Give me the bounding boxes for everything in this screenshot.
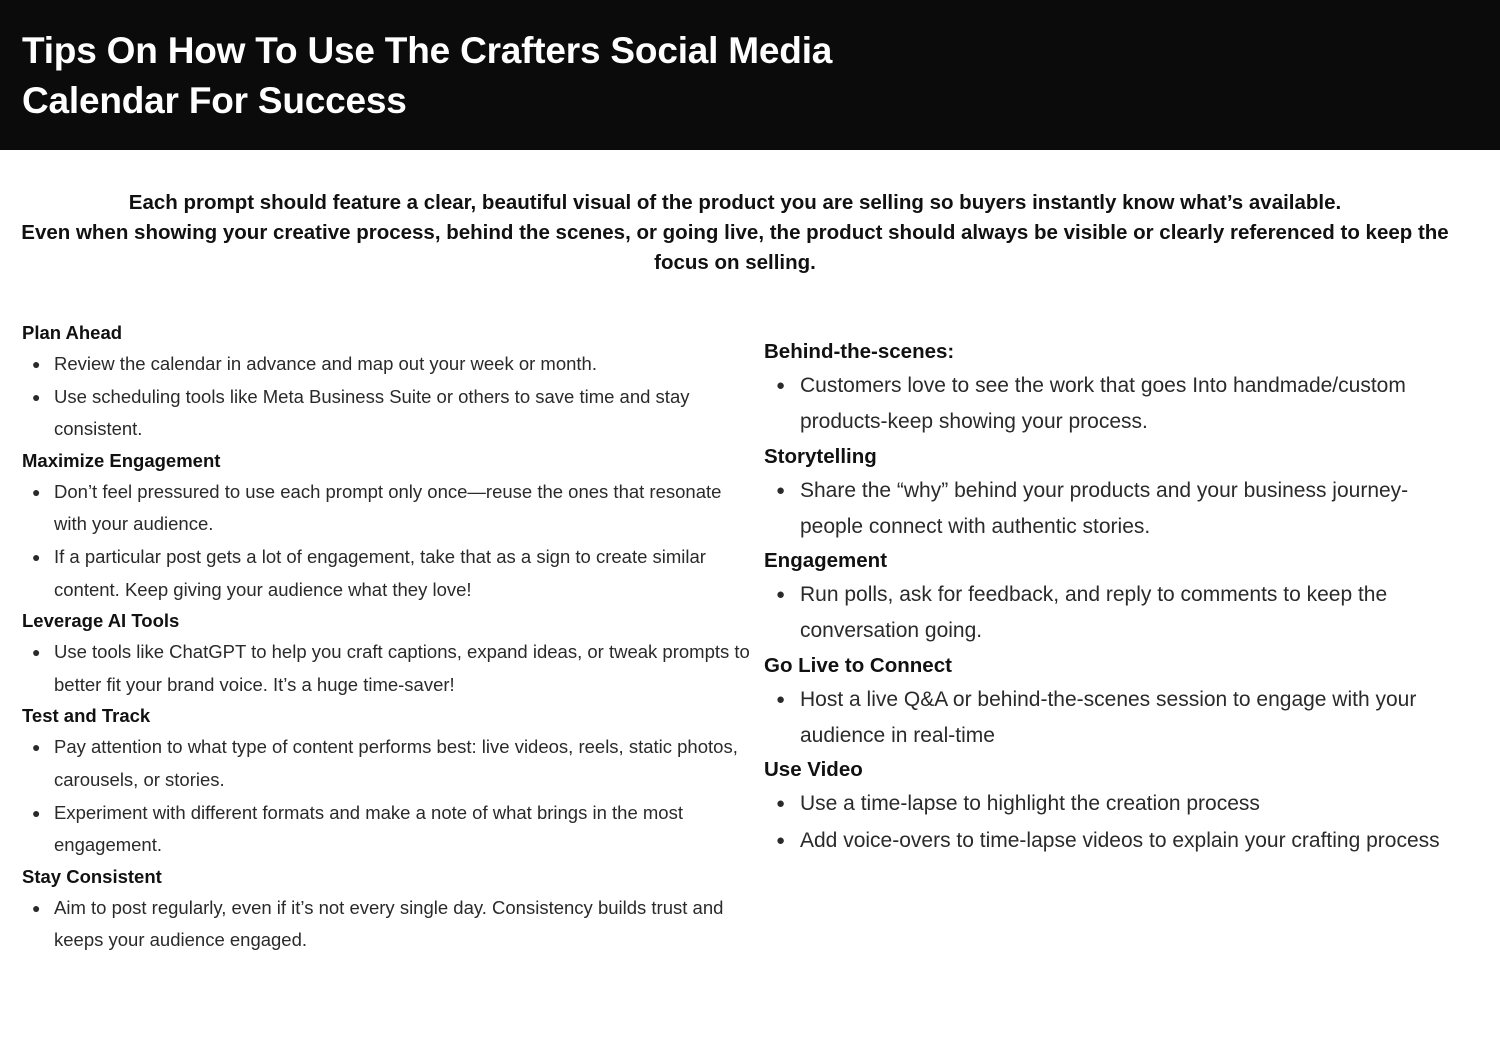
list-item (22, 348, 752, 381)
intro-line-1: Each prompt should feature a clear, beautiful visual of the product you are selling so buyers instantly know what’s available. (128, 191, 1342, 214)
bullet-icon: ● (776, 586, 786, 604)
section-behind-the-scenes (764, 336, 1464, 441)
section-title: Storytelling (764, 444, 877, 468)
section-plan-ahead (22, 318, 752, 446)
bullet-icon: ● (776, 690, 786, 708)
section-storytelling (764, 441, 1464, 546)
list-item (22, 797, 752, 862)
section-title: Go Live to Connect (764, 653, 952, 677)
bullet-list (22, 476, 752, 606)
list-item-text: If a particular post gets a lot of engagement, take that as a sign to create similar content. Keep giving your audience what they love! (54, 545, 706, 600)
list-item-text: Customers love to see the work that goes Into handmade/custom products-keep showing your process. (800, 374, 1406, 434)
section-stay-consistent (22, 862, 752, 957)
section-title: Maximize Engagement (22, 449, 221, 471)
bullet-list (22, 731, 752, 861)
intro-note (0, 188, 1500, 278)
list-item (764, 682, 1464, 755)
right-column (764, 336, 1464, 859)
bullet-list (764, 682, 1464, 755)
bullet-list (764, 786, 1464, 859)
bullet-icon: ● (32, 548, 41, 565)
list-item-text: Use tools like ChatGPT to help you craft captions, expand ideas, or tweak prompts to better fit your brand voice. It’s a huge time-saver! (54, 641, 750, 695)
bullet-icon: ● (32, 804, 41, 821)
list-item-text: Host a live Q&A or behind-the-scenes session to engage with your audience in real-time (800, 687, 1417, 748)
bullet-list (764, 577, 1464, 650)
section-go-live (764, 650, 1464, 755)
section-use-video (764, 754, 1464, 859)
section-leverage-ai-tools (22, 606, 752, 701)
section-title: Use Video (764, 758, 863, 782)
bullet-list (764, 473, 1464, 546)
section-title: Plan Ahead (22, 322, 123, 343)
list-item (22, 381, 752, 446)
bullet-icon: ● (776, 481, 786, 499)
section-title: Stay Consistent (22, 865, 162, 887)
list-item (764, 368, 1464, 441)
bullet-icon: ● (32, 899, 41, 916)
list-item-text: Add voice-overs to time-lapse videos to explain your crafting process (800, 828, 1440, 852)
section-title: Engagement (764, 549, 888, 573)
list-item (22, 476, 752, 541)
bullet-icon: ● (32, 739, 41, 756)
section-title: Leverage AI Tools (22, 610, 180, 632)
bullet-list (22, 636, 752, 701)
page-title (22, 26, 1500, 126)
list-item-text: Pay attention to what type of content performs best: live videos, reels, static photos, carousels, or stories. (54, 736, 738, 790)
section-test-and-track (22, 701, 752, 861)
list-item-text: Run polls, ask for feedback, and reply to comments to keep the conversation going. (800, 583, 1388, 643)
bullet-icon: ● (32, 388, 41, 405)
left-column (22, 318, 752, 957)
list-item (22, 541, 752, 606)
page-title-line-2: Calendar For Success (22, 80, 407, 121)
list-item-text: Aim to post regularly, even if it’s not every single day. Consistency builds trust and keeps your audience engaged. (54, 896, 724, 951)
list-item (22, 892, 752, 957)
header-banner (0, 0, 1500, 150)
list-item (764, 786, 1464, 822)
bullet-icon: ● (776, 795, 786, 813)
list-item (764, 473, 1464, 546)
list-item-text: Use a time-lapse to highlight the creation process (800, 792, 1260, 816)
section-engagement (764, 545, 1464, 650)
intro-line-2: Even when showing your creative process, behind the scenes, or going live, the product should always be visible or clearly referenced to keep the focus on selling. (21, 221, 1449, 274)
bullet-list (764, 368, 1464, 441)
bullet-icon: ● (776, 377, 786, 394)
bullet-icon: ● (32, 483, 41, 500)
section-title: Test and Track (22, 705, 151, 727)
bullet-icon: ● (32, 356, 41, 372)
list-item-text: Don’t feel pressured to use each prompt only once—reuse the ones that resonate with your audience. (54, 480, 722, 535)
bullet-list (22, 892, 752, 957)
list-item-text: Review the calendar in advance and map out your week or month. (54, 353, 597, 374)
bullet-icon: ● (776, 831, 786, 849)
section-title: Behind-the-scenes: (764, 340, 955, 363)
bullet-icon: ● (32, 644, 41, 661)
bullet-list (22, 348, 752, 446)
list-item (764, 577, 1464, 650)
list-item-text: Use scheduling tools like Meta Business Suite or others to save time and stay consistent. (54, 385, 690, 440)
list-item (764, 823, 1464, 859)
list-item (22, 731, 752, 796)
list-item-text: Experiment with different formats and make a note of what brings in the most engagement. (54, 801, 683, 856)
section-maximize-engagement (22, 446, 752, 606)
list-item (22, 636, 752, 701)
page-title-line-1: Tips On How To Use The Crafters Social Media (22, 30, 833, 71)
list-item-text: Share the “why” behind your products and your business journey- people connect with authentic stories. (800, 478, 1409, 538)
